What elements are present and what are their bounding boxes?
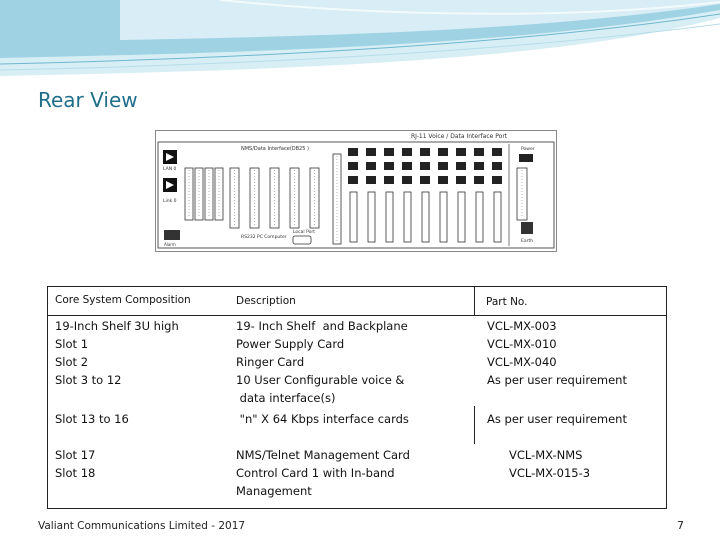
composition-table [47,286,667,509]
local-port-label: Local Port [293,230,316,235]
row-1-description: 19- Inch Shelf and Backplane Power Supply Card Ringer Card 10 User Configurable voice & data interface(s) [236,319,408,405]
header-description: Description [236,295,296,307]
row-2-part-no: As per user requirement [487,412,627,426]
alarm-label: Alarm [164,242,176,247]
row-2-composition: Slot 13 to 16 [55,412,129,426]
header-part-no: Part No. [486,296,528,308]
row-1-composition: 19-Inch Shelf 3U high Slot 1 Slot 2 Slot 3 to 12 [55,319,179,387]
earth-label: Earth [521,239,534,244]
page-number: 7 [677,519,684,532]
rj11-port-label: RJ-11 Voice / Data Interface Port [411,133,508,140]
power-label: Power [521,147,535,152]
lan-label: LAN 0 [163,167,177,172]
header-swoosh-decoration [0,0,720,80]
row-2-description: "n" X 64 Kbps interface cards [236,412,409,426]
row-3-part-no: VCL-MX-NMS VCL-MX-015-3 [509,448,591,480]
nms-interface-label: NMS/Data Interface(DB25 ) [241,146,309,152]
header-core-system-composition: Core System Composition [55,294,191,306]
rear-panel-diagram [155,130,557,252]
row-1-part-no: VCL-MX-003 VCL-MX-010 VCL-MX-040 As per user requirement [487,319,627,387]
footer-company: Valiant Communications Limited - 2017 [38,520,246,532]
link-label: Link 0 [163,199,177,204]
pc-computer-label: RS232 PC Computer [241,235,287,240]
row-3-description: NMS/Telnet Management Card Control Card 1 with In-band Management [236,448,410,498]
row-3-composition: Slot 17 Slot 18 [55,448,96,480]
slide-title: Rear View [38,88,138,112]
